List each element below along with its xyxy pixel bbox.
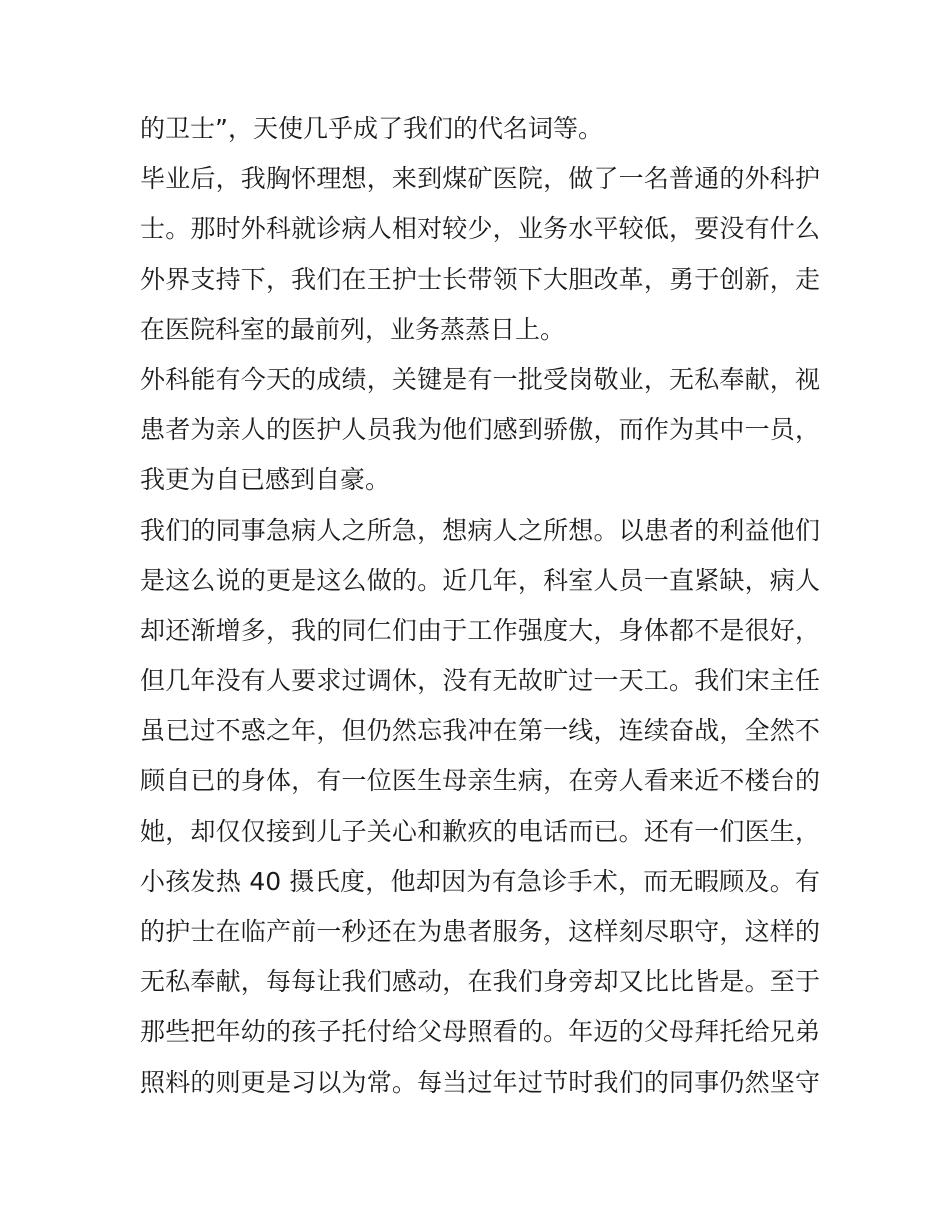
- text-line-15: 她，却仅仅接到儿子关心和歉疚的电话而已。还有一们医生，: [140, 816, 820, 846]
- text-line-17: 的护士在临产前一秒还在为患者服务，这样刻尽职守，这样的: [140, 917, 820, 946]
- text-line-7: 患者为亲人的医护人员我为他们感到骄傲，而作为其中一员，: [140, 415, 820, 445]
- text-line-18: 无私奉献，每每让我们感动，在我们身旁却又比比皆是。至于: [140, 967, 820, 997]
- text-line-12: 但几年没有人要求过调休，没有无故旷过一天工。我们宋主任: [140, 666, 820, 696]
- text-line-11: 却还渐增多，我的同仁们由于工作强度大，身体都不是很好，: [140, 615, 820, 645]
- body-text: [140, 104, 820, 1108]
- text-line-1: 的卫士”，天使几乎成了我们的代名词等。: [140, 114, 603, 143]
- text-line-16: 小孩发热 40 摄氏度，他却因为有急诊手术，而无暇顾及。有: [140, 866, 820, 896]
- text-line-6: 外科能有今天的成绩，关键是有一批受岗敬业，无私奉献，视: [140, 364, 820, 394]
- text-line-19: 那些把年幼的孩子托付给父母照看的。年迈的父母拜托给兄弟: [140, 1017, 820, 1047]
- text-line-5: 在医院科室的最前列，业务蒸蒸日上。: [140, 314, 566, 344]
- text-line-3: 士。那时外科就诊病人相对较少，业务水平较低，要没有什么: [140, 214, 820, 244]
- text-line-8: 我更为自已感到自豪。: [140, 465, 391, 495]
- text-line-14: 顾自已的身体，有一位医生母亲生病，在旁人看来近不楼台的: [140, 766, 820, 796]
- text-line-13: 虽已过不惑之年，但仍然忘我冲在第一线，连续奋战，全然不: [140, 716, 820, 746]
- text-line-9: 我们的同事急病人之所急，想病人之所想。以患者的利益他们: [140, 515, 820, 545]
- text-line-2: 毕业后，我胸怀理想，来到煤矿医院，做了一名普通的外科护: [140, 164, 820, 194]
- text-line-10: 是这么说的更是这么做的。近几年，科室人员一直紧缺，病人: [140, 565, 820, 595]
- text-line-20: 照料的则更是习以为常。每当过年过节时我们的同事仍然坚守: [140, 1067, 820, 1097]
- text-line-4: 外界支持下，我们在王护士长带领下大胆改革，勇于创新，走: [140, 264, 820, 294]
